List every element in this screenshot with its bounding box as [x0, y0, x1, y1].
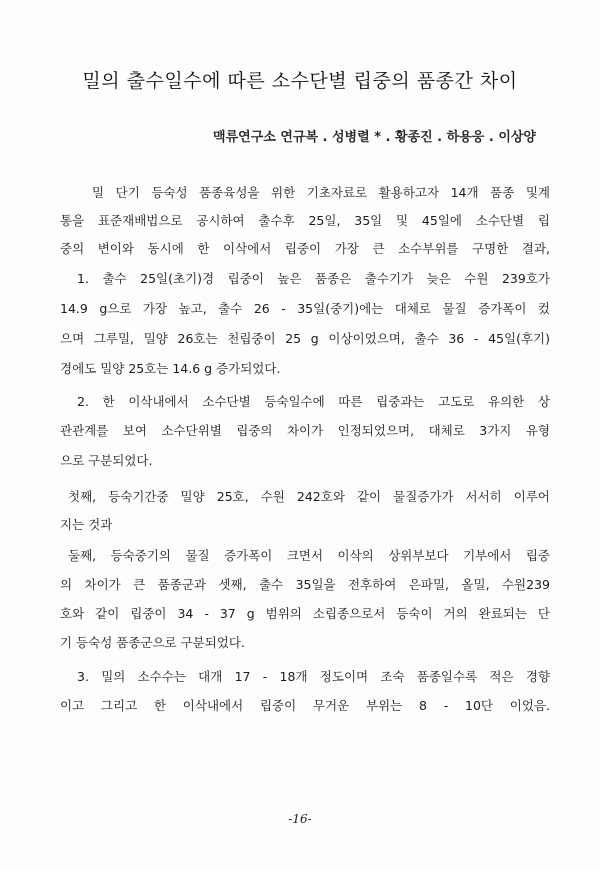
body-line: 호와 같이 립중이 34 - 37 g 범위의 소립종으로서 등숙이 거의 완료되는 단 — [60, 606, 550, 621]
body-line: 지는 것과 — [60, 517, 113, 532]
body-line: 의 차이가 큰 품종군과 셋째, 출수 35일을 전후하여 은파밀, 올밀, 수원239 — [60, 577, 550, 592]
body-line: 밀 단기 등숙성 품종육성을 위한 기초자료로 활용하고자 14개 품종 및계 — [92, 185, 550, 200]
body-line: 으며 그루밀, 밀양 26호는 천립중이 25 g 이상이었으며, 출수 36 - 45일(후기) — [60, 331, 550, 346]
body-line: 2. 한 이삭내에서 소수단별 등숙일수에 따른 립중과는 고도로 유의한 상 — [77, 394, 550, 409]
body-line: 14.9 g으로 가장 높고, 출수 26 - 35일(중기)에는 대체로 물질 증가폭이 컸 — [60, 301, 550, 316]
body-line: 중의 변이와 동시에 한 이삭에서 립중이 가장 큰 소수부위를 구명한 결과, — [60, 241, 550, 256]
body-line: 관관계를 보여 소수단위별 립중의 차이가 인정되었으며, 대체로 3가지 유형 — [60, 423, 550, 438]
body-line: 이고 그리고 한 이삭내에서 립중이 무거운 부위는 8 - 10단 이었음. — [60, 698, 550, 713]
body-line: 둘째, 등숙중기의 물질 증가폭이 크면서 이삭의 상위부보다 기부에서 립중 — [68, 548, 550, 563]
body-line: 1. 출수 25일(초기)경 립중이 높은 품종은 출수기가 늦은 수원 239호가 — [77, 271, 550, 286]
body-line: 으로 구분되었다. — [60, 453, 153, 468]
body-line: 통을 표준재배법으로 공시하여 출수후 25일, 35일 및 45일에 소수단별 립 — [60, 213, 550, 228]
body-line: 경에도 밀양 25호는 14.6 g 증가되었다. — [60, 361, 281, 376]
body-line: 기 등숙성 품종군으로 구분되었다. — [60, 635, 245, 650]
document-title: 밀의 출수일수에 따른 소수단별 립중의 품종간 차이 — [82, 70, 518, 92]
page-number: -16- — [288, 812, 312, 826]
body-line: 3. 밀의 소수수는 대개 17 - 18개 정도이며 조숙 품종일수록 적은 경향 — [77, 669, 550, 684]
body-line: 첫째, 등숙기간중 밀양 25호, 수원 242호와 같이 물질증가가 서서히 이루어 — [68, 489, 550, 504]
author-line: 맥류연구소 연규복 . 성병렬 * . 황종진 . 하용웅 . 이상양 — [213, 130, 536, 145]
